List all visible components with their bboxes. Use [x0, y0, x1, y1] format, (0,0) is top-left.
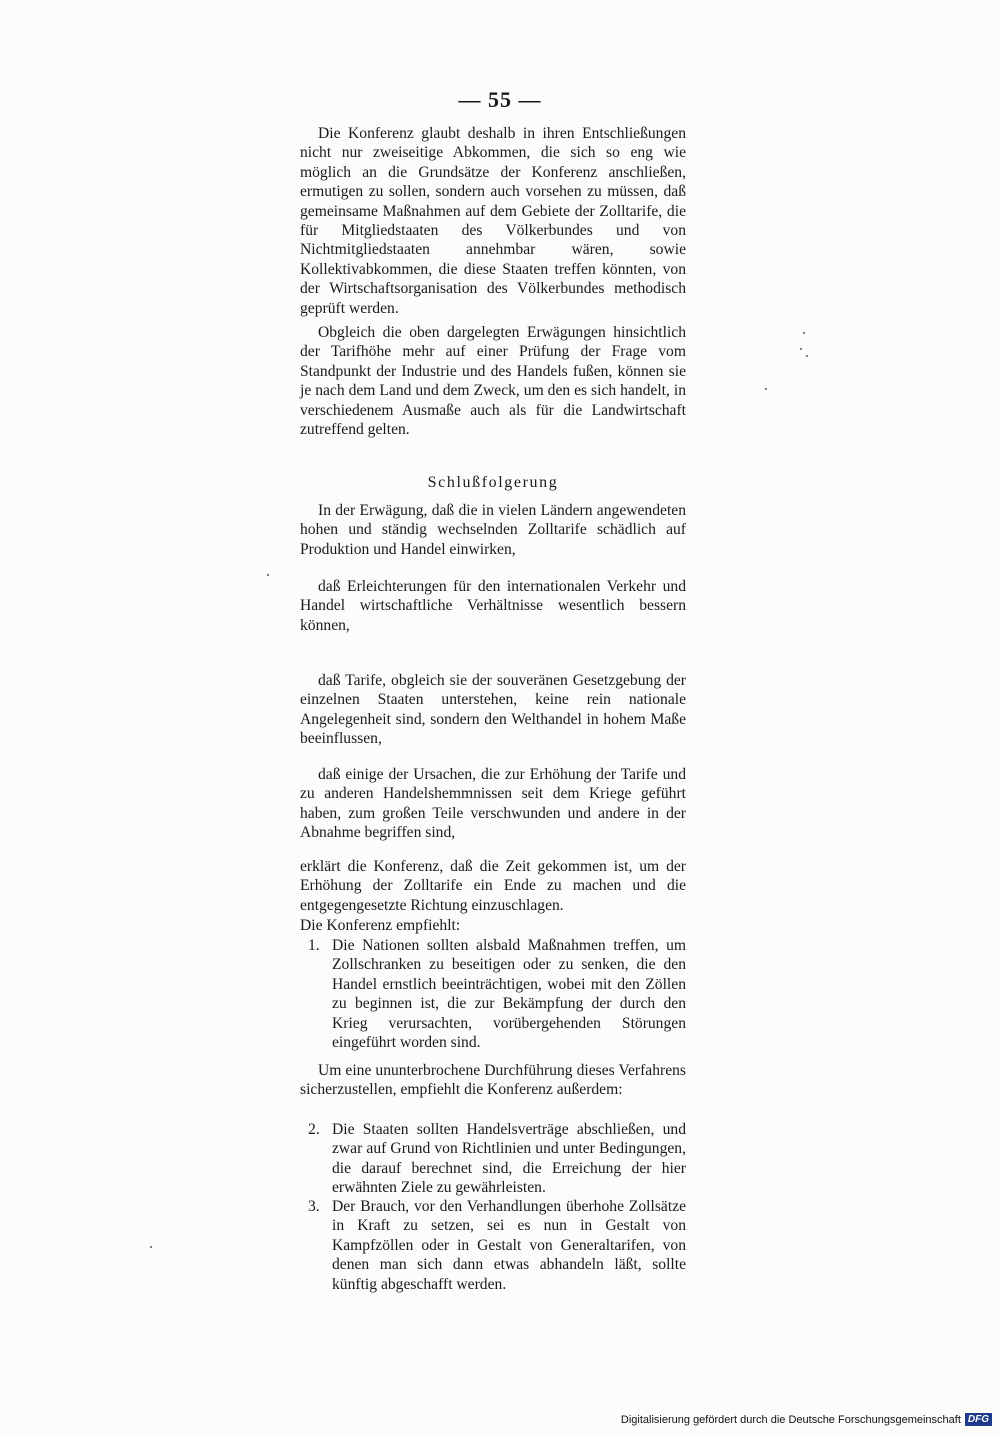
footer-text: Digitalisierung gefördert durch die Deutsche Forschungsgemeinschaft — [620, 1413, 961, 1426]
declaration: erklärt die Konferenz, daß die Zeit gekommen ist, um der Erhöhung der Zolltarife ein Ende zu machen und die entgegengesetzte Richtung einzuschlagen. — [300, 858, 686, 914]
consideration-1: In der Erwägung, daß die in vielen Ländern angewendeten hohen und ständig wechselnden Zolltarife schädlich auf Produktion und Handel einwirken, — [300, 502, 686, 558]
page-number: — 55 — — [458, 87, 542, 112]
list-item — [300, 1120, 686, 1198]
list-item-text: Die Staaten sollten Handelsverträge abschließen, und zwar auf Grund von Richtlinien und unter Bedingungen, die darauf berechnet sind, die Erreichung der hier erwähnten Ziele zu gewährleisten. — [332, 1121, 686, 1197]
list-item-number: 2. — [308, 1121, 320, 1138]
footer-credit — [621, 1413, 992, 1426]
list-item-text: Die Nationen sollten alsbald Maßnahmen treffen, um Zollschranken zu beseitigen oder zu senken, die den Handel ernstlich beeinträchtigen, wobei mit den Zöllen zu beginnen ist, die zur Bekämpfung der durch den Krieg verursachten, vorübergehenden Störungen eingeführt worden sind. — [332, 937, 686, 1052]
scan-speck — [800, 348, 802, 350]
scan-speck — [765, 388, 767, 390]
scan-speck — [267, 574, 269, 576]
consideration-4: daß einige der Ursachen, die zur Erhöhung der Tarife und zu anderen Handelshemmnissen seit dem Kriege geführt haben, zum großen Teile verschwunden und andere in der Abnahme begriffen sind, — [300, 766, 686, 842]
scan-speck — [803, 332, 805, 334]
continuation-paragraph: Um eine ununterbrochene Durchführung dieses Verfahrens sicherzustellen, empfiehlt die Konferenz außerdem: — [300, 1062, 686, 1099]
section-heading: Schlußfolgerung — [427, 474, 559, 491]
list-item-number: 3. — [308, 1198, 320, 1215]
paragraph-conference-resolutions: Die Konferenz glaubt deshalb in ihren Entschließungen nicht nur zweiseitige Abkommen, die sich so eng wie möglich an die Grundsätze der Konferenz anschließen, ermutigen zu sollen, sondern auch vorsehen zu müssen, daß gemeinsame Maßnahmen auf dem Gebiete der Zolltarife, die für Mitgliedstaaten des Völkerbundes und von Nichtmitgliedstaaten annehmbar wären, sowie Kollektivabkommen, die diese Staaten treffen könnten, von der Wirtschaftsorganisation des Völkerbundes methodisch geprüft werden. — [300, 125, 686, 317]
consideration-3: daß Tarife, obgleich sie der souveränen Gesetzgebung der einzelnen Staaten unterstehen, keine rein nationale Angelegenheit sind, sondern den Welthandel in hohem Maße beeinflussen, — [300, 672, 686, 748]
scan-speck — [150, 1246, 152, 1248]
recommends-intro: Die Konferenz empfiehlt: — [300, 917, 461, 934]
scan-speck — [806, 355, 808, 357]
paragraph-tariff-considerations: Obgleich die oben dargelegten Erwägungen hinsichtlich der Tarifhöhe mehr auf einer Prüfung der Frage vom Standpunkt der Industrie und des Handels fußen, können sie je nach dem Land und dem Zweck, um den es sich handelt, in verschiedenem Ausmaße auch als für die Landwirtschaft zutreffend gelten. — [300, 324, 686, 439]
list-item-text: Der Brauch, vor den Verhandlungen überhohe Zollsätze in Kraft zu setzen, sei es nun in Gestalt von Kampfzöllen oder in Gestalt von Generaltarifen, von denen man sich dann etwas abhandeln läßt, sollte künftig abgeschafft werden. — [332, 1198, 686, 1293]
dfg-logo: DFG — [965, 1413, 992, 1426]
list-item — [300, 936, 686, 1052]
list-item — [300, 1197, 686, 1294]
list-item-number: 1. — [308, 937, 320, 954]
consideration-2: daß Erleichterungen für den internationalen Verkehr und Handel wirtschaftliche Verhältnisse wesentlich bessern können, — [300, 578, 686, 634]
